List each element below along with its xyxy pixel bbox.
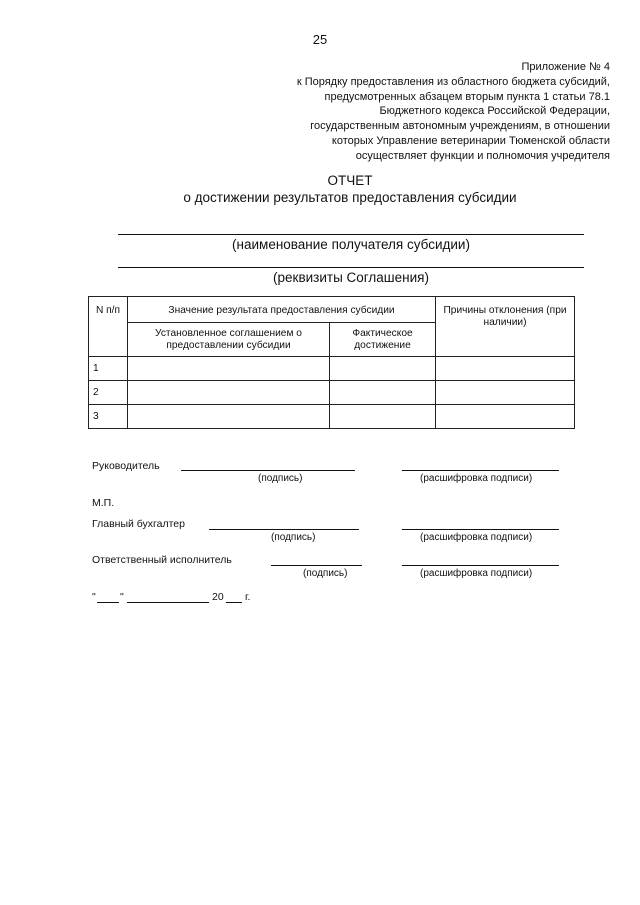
page-number: 25 [312, 32, 328, 47]
header-planned: Установленное соглашением о предоставлении субсидии [128, 323, 330, 357]
signature-caption: (подпись) [303, 568, 348, 579]
signature-caption: (подпись) [258, 473, 303, 484]
appendix-line: государственным автономным учреждениям, в отношении [310, 120, 610, 133]
appendix-line: Бюджетного кодекса Российской Федерации, [379, 105, 610, 118]
agreement-fill-line [118, 267, 584, 268]
head-decode-line [402, 470, 559, 471]
date-year-prefix: 20 [212, 591, 224, 603]
date-year-suffix: г. [245, 591, 251, 603]
document-title: ОТЧЕТ [327, 173, 373, 188]
table-cell [128, 357, 330, 381]
decode-caption: (расшифровка подписи) [420, 532, 533, 543]
table-row [89, 405, 575, 429]
row-number: 1 [89, 357, 128, 381]
date-month-line [127, 602, 209, 603]
recipient-fill-line [118, 234, 584, 235]
table-row [89, 357, 575, 381]
table-cell [330, 405, 436, 429]
appendix-line: предусмотренных абзацем вторым пункта 1 статьи 78.1 [324, 90, 610, 103]
appendix-line: к Порядку предоставления из областного бюджета субсидий, [296, 75, 610, 88]
table-cell [330, 357, 436, 381]
date-year-line [226, 602, 242, 603]
head-label: Руководитель [92, 460, 160, 472]
seal-label: М.П. [92, 497, 115, 509]
accountant-decode-line [402, 529, 559, 530]
recipient-label: (наименование получателя субсидии) [232, 237, 470, 252]
executor-label: Ответственный исполнитель [92, 554, 232, 566]
agreement-label: (реквизиты Соглашения) [273, 270, 429, 285]
decode-caption: (расшифровка подписи) [420, 568, 533, 579]
header-num: N п/п [89, 297, 128, 357]
decode-caption: (расшифровка подписи) [420, 473, 533, 484]
table-cell [330, 381, 436, 405]
header-actual: Фактическое достижение [330, 323, 436, 357]
appendix-header [297, 60, 610, 164]
table-row [89, 381, 575, 405]
appendix-line: которых Управление ветеринарии Тюменской области [331, 134, 610, 147]
row-number: 3 [89, 405, 128, 429]
appendix-line: осуществляет функции и полномочия учредителя [355, 149, 610, 162]
appendix-title: Приложение № 4 [521, 61, 610, 73]
executor-decode-line [402, 565, 559, 566]
table-cell [436, 381, 575, 405]
table-cell [128, 381, 330, 405]
accountant-signature-line [209, 529, 359, 530]
date-day-line [97, 602, 119, 603]
report-table [88, 296, 575, 429]
executor-signature-line [271, 565, 362, 566]
table-cell [436, 405, 575, 429]
date-close-quote: " [120, 591, 124, 603]
accountant-label: Главный бухгалтер [92, 518, 185, 530]
date-open-quote: " [92, 591, 96, 603]
row-number: 2 [89, 381, 128, 405]
head-signature-line [181, 470, 355, 471]
table-cell [128, 405, 330, 429]
signature-caption: (подпись) [271, 532, 316, 543]
table-cell [436, 357, 575, 381]
header-reasons: Причины отклонения (при наличии) [436, 297, 575, 357]
header-result: Значение результата предоставления субсидии [128, 297, 436, 323]
document-subtitle: о достижении результатов предоставления субсидии [183, 190, 517, 205]
